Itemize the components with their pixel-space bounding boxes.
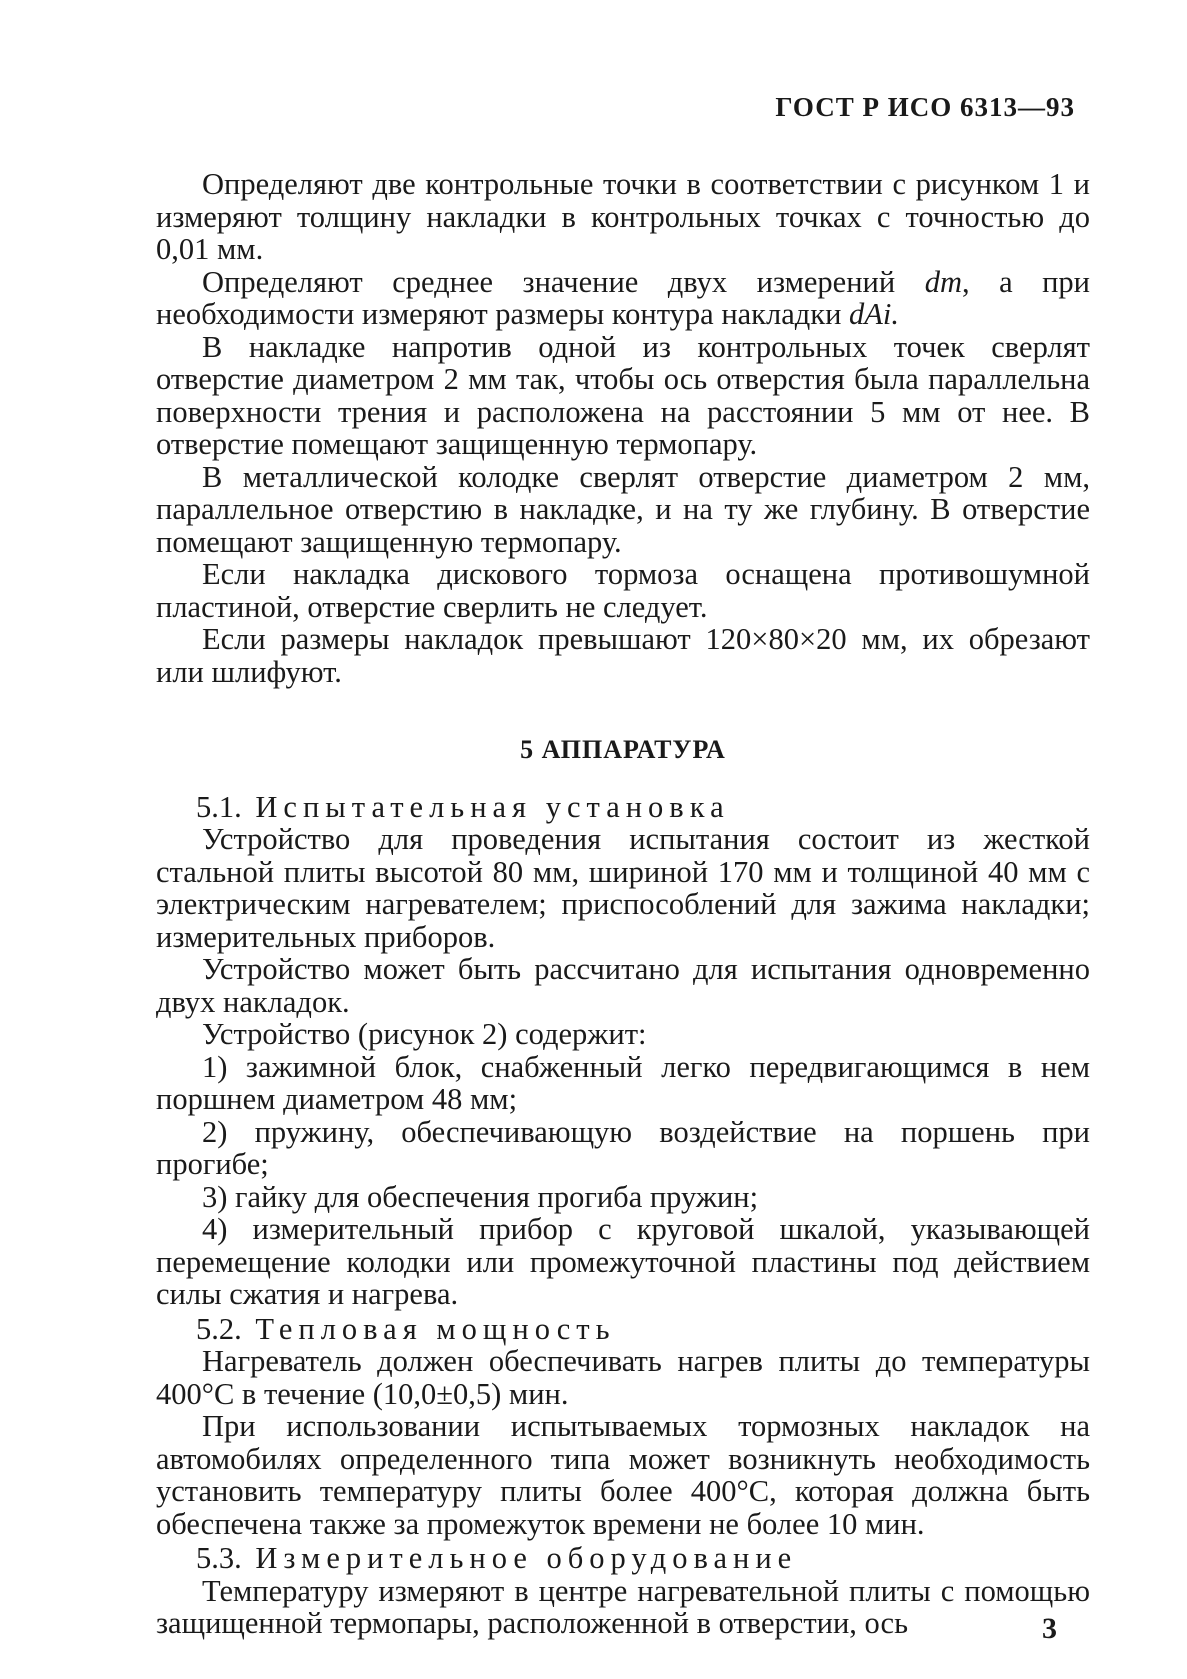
paragraph-text: , а при необходимости измеряют размеры контура накладки (156, 264, 1090, 331)
paragraph: Если размеры накладок превышают 120×80×20 мм, их обрезают или шлифуют. (156, 622, 1090, 689)
paragraph: В накладке напротив одной из контрольных точек сверлят отверстие диаметром 2 мм так, чтобы ось отверстия была параллельна поверхности трения и расположена на расстоянии 5 мм от нее. В отверстие помещают защищенную термопару. (156, 329, 1090, 461)
list-item: 4) измерительный прибор с круговой шкалой, указывающей перемещение колодки или промежуточной пластины под действием силы сжатия и нагрева. (156, 1212, 1090, 1311)
subsection-heading (156, 1313, 1090, 1346)
paragraph: Нагреватель должен обеспечивать нагрев плиты до температуры 400°С в течение (10,0±0,5) мин. (156, 1344, 1090, 1411)
list-item: 1) зажимной блок, снабженный легко передвигающимся в нем поршнем диаметром 48 мм; (156, 1049, 1090, 1116)
paragraph: При использовании испытываемых тормозных накладок на автомобилях определенного типа может возникнуть необходимость установить температуру плиты более 400°С, которая должна быть обеспечена также за промежуток времени не более 10 мин. (156, 1409, 1090, 1541)
paragraph: Температуру измеряют в центре нагревательной плиты с помощью защищенной термопары, расположенной в отверстии, ось (156, 1573, 1090, 1640)
subsection-number: 5.2. (196, 1311, 242, 1346)
paragraph: Определяют две контрольные точки в соответствии с рисунком 1 и измеряют толщину накладки в контрольных точках с точностью до 0,01 мм. (156, 167, 1090, 266)
list-item: 3) гайку для обеспечения прогиба пружин; (202, 1179, 759, 1214)
paragraph: Устройство может быть рассчитано для испытания одновременно двух накладок. (156, 952, 1090, 1019)
subsection-title: Тепловая мощность (255, 1311, 616, 1346)
subsection-title: Испытательная установка (255, 789, 730, 824)
formula-dm: dm (924, 264, 962, 299)
section-title: 5 АППАРАТУРА (520, 735, 726, 764)
paragraph: Устройство для проведения испытания состоит из жесткой стальной плиты высотой 80 мм, шириной 170 мм и толщиной 40 мм с электрическим нагревателем; приспособлений для зажима накладки; измерительных приборов. (156, 822, 1090, 954)
paragraph: В металлической колодке сверлят отверстие диаметром 2 мм, параллельное отверстию в накладке, и на ту же глубину. В отверстие помещают защищенную термопару. (156, 459, 1090, 559)
list-item: 2) пружину, обеспечивающую воздействие на поршень при прогибе; (156, 1114, 1090, 1181)
paragraph: Если накладка дискового тормоза оснащена противошумной пластиной, отверстие сверлить не следует. (156, 557, 1090, 624)
subsection-number: 5.1. (196, 789, 242, 824)
subsection-heading (156, 791, 1090, 824)
formula-dai: dAi. (849, 297, 900, 331)
page-number: 3 (1042, 1612, 1057, 1645)
subsection-heading (156, 1542, 1090, 1575)
paragraph: Устройство (рисунок 2) содержит: (202, 1017, 647, 1051)
subsection-title: Измерительное оборудование (255, 1541, 798, 1575)
paragraph-text: Определяют среднее значение двух измерений (202, 264, 896, 299)
document-body (156, 168, 1090, 1640)
paragraph-formula (156, 266, 1090, 331)
document-header: ГОСТ Р ИСО 6313—93 (775, 92, 1075, 122)
subsection-number: 5.3. (196, 1541, 242, 1575)
